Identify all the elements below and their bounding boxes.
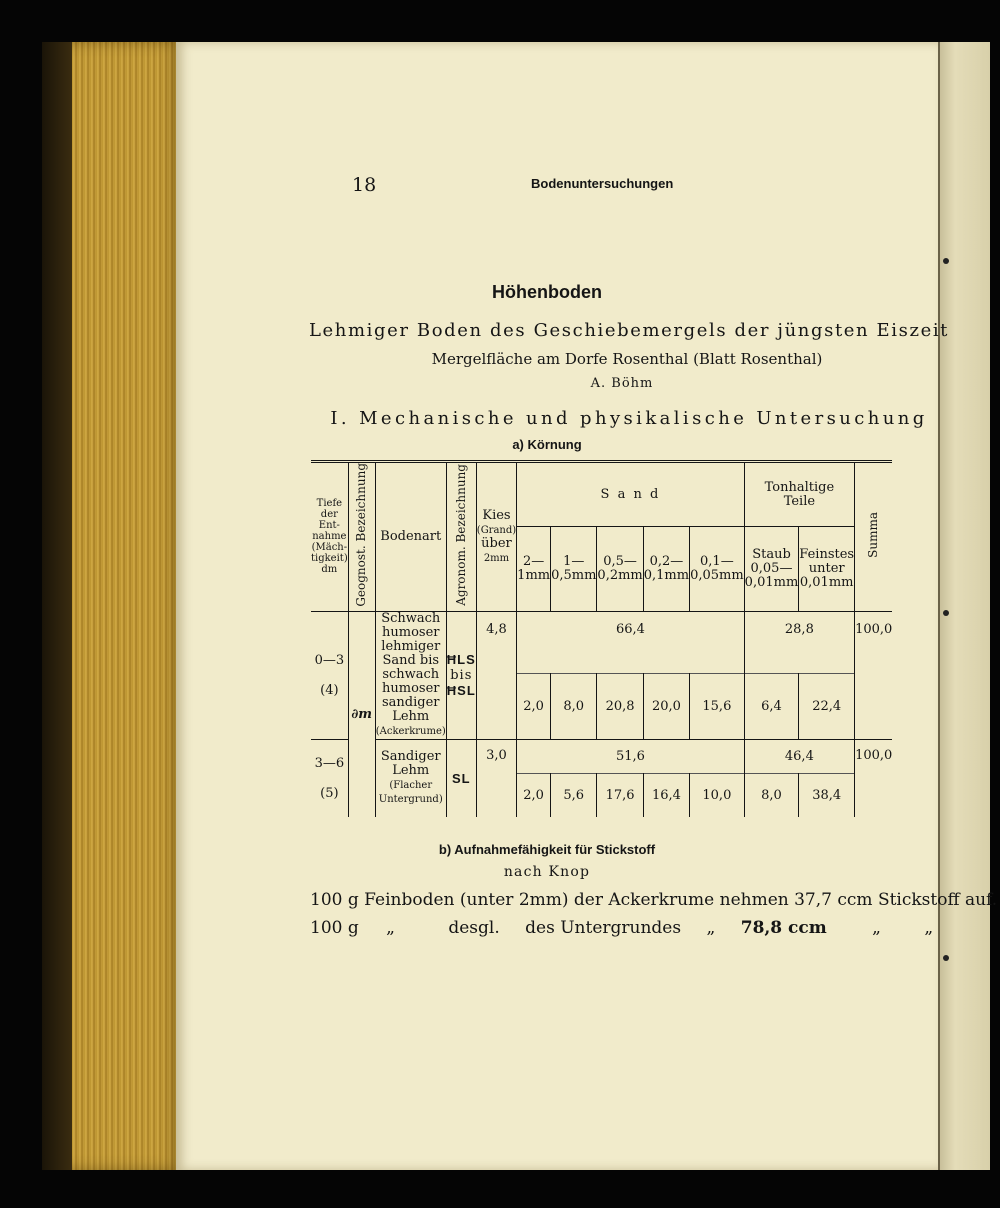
- thickness-value: (5): [320, 785, 339, 801]
- sand-value: 20,0: [643, 673, 689, 739]
- ton-value: 38,4: [799, 773, 855, 817]
- depth-value: 0—3: [314, 652, 345, 668]
- sand-value: 10,0: [690, 773, 745, 817]
- sand-value: 8,0: [551, 673, 597, 739]
- thickness-value: (4): [320, 682, 339, 698]
- bodenart-text: schwach: [382, 667, 440, 683]
- text-part: des Untergrundes: [525, 918, 682, 938]
- sand-total: 51,6: [517, 739, 745, 773]
- sand-value: 15,6: [690, 673, 745, 739]
- next-page-edge: [938, 42, 990, 1170]
- ditto-mark: „: [706, 918, 716, 938]
- sand-value: 2,0: [517, 773, 551, 817]
- bodenart-note: (Flacher Untergrund): [378, 780, 443, 806]
- sand-value: 16,4: [643, 773, 689, 817]
- spine-mark: [943, 610, 949, 616]
- ton-value: 8,0: [744, 773, 799, 817]
- bodenart-text: lehmiger: [381, 639, 441, 655]
- header-text: der: [320, 509, 338, 521]
- author: A. Böhm: [590, 376, 654, 391]
- header-sand-col: 2—1mm: [517, 527, 551, 611]
- header-text: Tiefe: [316, 498, 343, 510]
- grain-size-table: [311, 460, 892, 817]
- depth-value: 3—6: [314, 755, 345, 771]
- header-text: dm: [321, 564, 338, 576]
- sand-total: 66,4: [517, 611, 745, 673]
- header-text: nahme: [312, 531, 347, 543]
- ton-value: 22,4: [799, 673, 855, 739]
- spine-mark: [943, 955, 949, 961]
- text-part: 100 g: [310, 918, 359, 938]
- section-b-heading: b) Aufnahmefähigkeit für Stickstoff: [438, 842, 656, 857]
- header-text: 2mm: [483, 552, 510, 564]
- agronom-cell: [446, 611, 476, 739]
- bodenart-cell: [375, 739, 446, 817]
- location: Mergelfläche am Dorfe Rosenthal (Blatt Rosenthal): [431, 350, 823, 368]
- summa-value: 100,0: [855, 611, 893, 739]
- ton-total: 28,8: [744, 611, 854, 673]
- header-tiefe: [311, 462, 348, 612]
- header-ton-col: Staub 0,05—0,01mm: [744, 527, 799, 611]
- agronom-text: ĦSL: [446, 683, 476, 699]
- header-kies: [476, 462, 516, 612]
- section-i-heading: I. Mechanische und physikalische Untersuchung: [330, 408, 928, 429]
- ton-total: 46,4: [744, 739, 854, 773]
- header-sand: S a n d: [517, 462, 745, 527]
- bodenart-cell: [375, 611, 446, 739]
- main-title: Höhenboden: [492, 282, 602, 302]
- header-ton: [744, 462, 854, 527]
- agronom-cell: SL: [446, 739, 476, 817]
- bodenart-text: sandiger: [382, 695, 440, 711]
- ditto-mark: „: [924, 918, 934, 938]
- header-summa: [855, 462, 893, 612]
- header-text: über: [481, 535, 512, 551]
- section-b-subtitle: nach Knop: [503, 864, 591, 880]
- bodenart-text: humoser: [382, 625, 440, 641]
- text-part: 78,8 ccm: [740, 918, 827, 938]
- bodenart-text: Schwach: [381, 611, 441, 627]
- header-geognost: [348, 462, 375, 612]
- kies-value: 4,8: [476, 611, 516, 739]
- header-sand-col: 1—0,5mm: [551, 527, 597, 611]
- header-text: Ent-: [318, 520, 340, 532]
- header-text: (Grand): [476, 524, 517, 536]
- table-row: [311, 611, 892, 673]
- depth-cell: [311, 611, 348, 739]
- header-bodenart: Bodenart: [375, 462, 446, 612]
- agronom-text: ĦLS: [446, 652, 476, 668]
- table-row: [311, 739, 892, 773]
- kies-value: 3,0: [476, 739, 516, 817]
- bodenart-text: Lehm: [392, 709, 430, 725]
- header-text: Summa: [866, 511, 881, 558]
- sand-value: 20,8: [597, 673, 643, 739]
- ditto-mark: „: [872, 918, 881, 938]
- sand-value: 17,6: [597, 773, 643, 817]
- bodenart-note: (Ackerkrume): [375, 726, 446, 738]
- depth-cell: [311, 739, 348, 817]
- header-text: (Mäch-: [311, 542, 348, 554]
- geognost-cell: ∂m: [348, 611, 375, 817]
- header-sand-col: 0,5—0,2mm: [597, 527, 643, 611]
- ditto-mark: „: [386, 918, 395, 938]
- bodenart-text: Sand bis: [382, 653, 440, 669]
- header-sand-col: 0,1—0,05mm: [690, 527, 745, 611]
- header-text: Geognost. Bezeichnung: [354, 463, 369, 607]
- bodenart-text: humoser: [382, 681, 440, 697]
- nitrogen-line-1: 100 g Feinboden (unter 2mm) der Ackerkrume nehmen 37,7 ccm Stickstoff auf.: [310, 890, 998, 910]
- page-number: 18: [352, 174, 377, 196]
- nitrogen-line-2: [310, 918, 933, 938]
- header-agronom: [446, 462, 476, 612]
- section-a-heading: a) Körnung: [512, 437, 582, 452]
- header-text: Kies: [482, 507, 511, 523]
- header-text: Tonhaltige: [764, 479, 835, 495]
- book-cover-edge: [42, 42, 72, 1170]
- sand-value: 2,0: [517, 673, 551, 739]
- agronom-text: bis: [450, 668, 473, 684]
- sand-value: 5,6: [551, 773, 597, 817]
- spine-mark: [943, 258, 949, 264]
- summa-value: 100,0: [855, 739, 893, 817]
- header-ton-col: Feinstes unter 0,01mm: [799, 527, 855, 611]
- subtitle: Lehmiger Boden des Geschiebemergels der jüngsten Eiszeit: [308, 320, 950, 341]
- header-text: tigkeit): [311, 553, 348, 565]
- header-text: Agronom. Bezeichnung: [453, 463, 468, 606]
- running-head: Bodenuntersuchungen: [531, 176, 674, 191]
- ton-value: 6,4: [744, 673, 799, 739]
- header-text: Teile: [783, 493, 816, 509]
- header-sand-col: 0,2—0,1mm: [643, 527, 689, 611]
- text-part: desgl.: [448, 918, 500, 938]
- bodenart-text: Sandiger: [380, 749, 441, 765]
- bodenart-text: Lehm: [392, 763, 430, 779]
- book-page: [176, 42, 998, 1170]
